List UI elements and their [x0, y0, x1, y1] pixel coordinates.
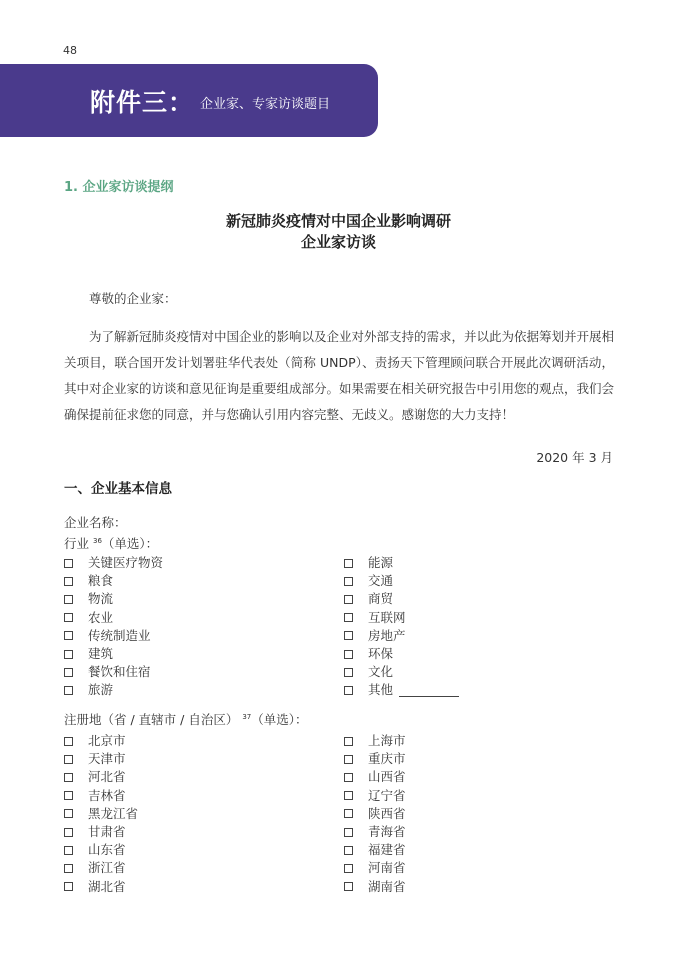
industry-option[interactable] — [344, 609, 624, 627]
checkbox-icon[interactable] — [344, 882, 353, 891]
region-option[interactable] — [64, 823, 344, 841]
date: 2020 年 3 月 — [536, 450, 613, 465]
option-row — [64, 878, 624, 896]
option-label: 房地产 — [368, 627, 406, 643]
option-label: 物流 — [88, 591, 114, 607]
option-label: 陕西省 — [368, 805, 406, 821]
intro-paragraph: 为了解新冠肺炎疫情对中国企业的影响以及企业对外部支持的需求，并以此为依据筹划并开展相关项目，联合国开发计划署驻华代表处（简称 UNDP）、责扬天下管理顾问联合开展此次调研活动，其中对企业家的访谈和意见征询是重要组成部分。如果需要在相关研究报告中引用您的观点，我们会确保提前征求您的同意，并与您确认引用内容完整、无歧义。感谢您的大力支持！ — [64, 329, 615, 422]
checkbox-icon[interactable] — [344, 650, 353, 659]
option-label: 辽宁省 — [368, 787, 406, 803]
region-option[interactable] — [344, 841, 624, 859]
option-row — [64, 645, 624, 663]
option-label: 黑龙江省 — [88, 805, 139, 821]
checkbox-icon[interactable] — [344, 631, 353, 640]
region-option[interactable] — [64, 859, 344, 877]
option-label: 北京市 — [88, 733, 126, 749]
checkbox-icon[interactable] — [64, 577, 73, 586]
option-label: 关键医疗物资 — [88, 555, 164, 571]
checkbox-icon[interactable] — [344, 613, 353, 622]
checkbox-icon[interactable] — [64, 613, 73, 622]
option-label: 其他 — [368, 682, 394, 698]
option-row — [64, 787, 624, 805]
option-row — [64, 805, 624, 823]
option-label: 商贸 — [368, 591, 394, 607]
company-name-label: 企业名称： — [64, 515, 127, 530]
appendix-banner — [0, 64, 378, 137]
option-label: 甘肃省 — [88, 824, 126, 840]
option-label: 旅游 — [88, 682, 114, 698]
industry-option[interactable] — [344, 572, 624, 590]
checkbox-icon[interactable] — [64, 737, 73, 746]
option-label: 河南省 — [368, 860, 406, 876]
checkbox-icon[interactable] — [344, 577, 353, 586]
industry-option[interactable] — [344, 627, 624, 645]
industry-option[interactable] — [64, 645, 344, 663]
option-label: 天津市 — [88, 751, 126, 767]
document-title-line1: 新冠肺炎疫情对中国企业影响调研 — [225, 212, 451, 230]
region-option[interactable] — [344, 787, 624, 805]
checkbox-icon[interactable] — [344, 755, 353, 764]
industry-label-text: 行业 — [64, 536, 90, 551]
region-option[interactable] — [344, 805, 624, 823]
industry-option[interactable] — [344, 590, 624, 608]
industry-option[interactable] — [344, 554, 624, 572]
page-number: 48 — [63, 44, 77, 57]
checkbox-icon[interactable] — [64, 668, 73, 677]
checkbox-icon[interactable] — [64, 559, 73, 568]
region-option[interactable] — [64, 768, 344, 786]
region-option[interactable] — [344, 768, 624, 786]
industry-option[interactable] — [64, 627, 344, 645]
option-label: 湖南省 — [368, 878, 406, 894]
checkbox-icon[interactable] — [344, 737, 353, 746]
region-option[interactable] — [64, 878, 344, 896]
option-label: 浙江省 — [88, 860, 126, 876]
region-option[interactable] — [64, 732, 344, 750]
option-label: 吉林省 — [88, 787, 126, 803]
region-footnote: 37 — [242, 713, 252, 721]
checkbox-icon[interactable] — [64, 846, 73, 855]
option-label: 山东省 — [88, 842, 126, 858]
option-row — [64, 750, 624, 768]
option-label: 文化 — [368, 664, 394, 680]
checkbox-icon[interactable] — [344, 668, 353, 677]
industry-label-suffix: （单选）： — [101, 536, 159, 551]
checkbox-icon[interactable] — [344, 846, 353, 855]
region-option[interactable] — [344, 823, 624, 841]
option-row — [64, 681, 624, 699]
region-option[interactable] — [64, 750, 344, 768]
option-row — [64, 627, 624, 645]
checkbox-icon[interactable] — [64, 755, 73, 764]
option-row — [64, 732, 624, 750]
option-label: 能源 — [368, 555, 394, 571]
checkbox-icon[interactable] — [64, 650, 73, 659]
other-fill-line[interactable] — [399, 684, 459, 697]
banner-title: 附件三： — [90, 87, 195, 117]
checkbox-icon[interactable] — [64, 631, 73, 640]
checkbox-icon[interactable] — [344, 559, 353, 568]
option-row — [64, 572, 624, 590]
option-label: 青海省 — [368, 824, 406, 840]
checkbox-icon[interactable] — [64, 864, 73, 873]
checkbox-icon[interactable] — [344, 595, 353, 604]
option-label: 餐饮和住宿 — [88, 664, 151, 680]
checkbox-icon[interactable] — [344, 864, 353, 873]
industry-label — [64, 534, 158, 552]
checkbox-icon[interactable] — [64, 595, 73, 604]
region-option[interactable] — [344, 859, 624, 877]
checkbox-icon[interactable] — [344, 791, 353, 800]
option-row — [64, 590, 624, 608]
region-option[interactable] — [64, 841, 344, 859]
industry-option[interactable] — [344, 663, 624, 681]
industry-footnote: 36 — [93, 537, 102, 545]
industry-option[interactable] — [64, 609, 344, 627]
option-row — [64, 859, 624, 877]
option-label: 环保 — [368, 646, 394, 662]
option-row — [64, 823, 624, 841]
option-label: 山西省 — [368, 769, 406, 785]
checkbox-icon[interactable] — [64, 809, 73, 818]
option-row — [64, 663, 624, 681]
option-label: 粮食 — [88, 573, 114, 589]
industry-option[interactable] — [64, 554, 344, 572]
option-label: 湖北省 — [88, 878, 126, 894]
option-row — [64, 609, 624, 627]
industry-option[interactable] — [64, 663, 344, 681]
industry-option[interactable] — [64, 681, 344, 699]
industry-option[interactable] — [64, 590, 344, 608]
document-title-line2: 企业家访谈 — [300, 233, 376, 251]
region-option[interactable] — [344, 878, 624, 896]
part-heading: 一、企业基本信息 — [64, 481, 172, 497]
industry-option[interactable] — [64, 572, 344, 590]
salutation: 尊敬的企业家： — [89, 291, 177, 306]
region-option[interactable] — [344, 732, 624, 750]
checkbox-icon[interactable] — [64, 791, 73, 800]
checkbox-icon[interactable] — [344, 686, 353, 695]
option-row — [64, 554, 624, 572]
option-label: 福建省 — [368, 842, 406, 858]
option-label: 交通 — [368, 573, 394, 589]
section-heading: 1. 企业家访谈提纲 — [64, 180, 174, 195]
region-label-text: 注册地（省 / 直辖市 / 自治区） — [64, 712, 239, 727]
region-option[interactable] — [64, 787, 344, 805]
checkbox-icon[interactable] — [344, 828, 353, 837]
option-label: 上海市 — [368, 733, 406, 749]
option-row — [64, 841, 624, 859]
region-options — [64, 732, 624, 896]
option-label: 农业 — [88, 609, 114, 625]
industry-option[interactable] — [344, 681, 624, 699]
region-option[interactable] — [64, 805, 344, 823]
banner-subtitle: 企业家、专家访谈题目 — [200, 97, 331, 112]
document-title — [0, 211, 677, 253]
industry-option[interactable] — [344, 645, 624, 663]
region-label — [64, 710, 308, 728]
option-label: 互联网 — [368, 609, 406, 625]
checkbox-icon[interactable] — [64, 686, 73, 695]
option-label: 重庆市 — [368, 751, 406, 767]
option-label: 建筑 — [88, 646, 114, 662]
region-label-suffix: （单选）： — [251, 712, 308, 727]
option-label: 传统制造业 — [88, 627, 151, 643]
checkbox-icon[interactable] — [64, 882, 73, 891]
checkbox-icon[interactable] — [344, 809, 353, 818]
checkbox-icon[interactable] — [344, 773, 353, 782]
option-row — [64, 768, 624, 786]
checkbox-icon[interactable] — [64, 828, 73, 837]
checkbox-icon[interactable] — [64, 773, 73, 782]
industry-options — [64, 554, 624, 700]
region-option[interactable] — [344, 750, 624, 768]
option-label: 河北省 — [88, 769, 126, 785]
